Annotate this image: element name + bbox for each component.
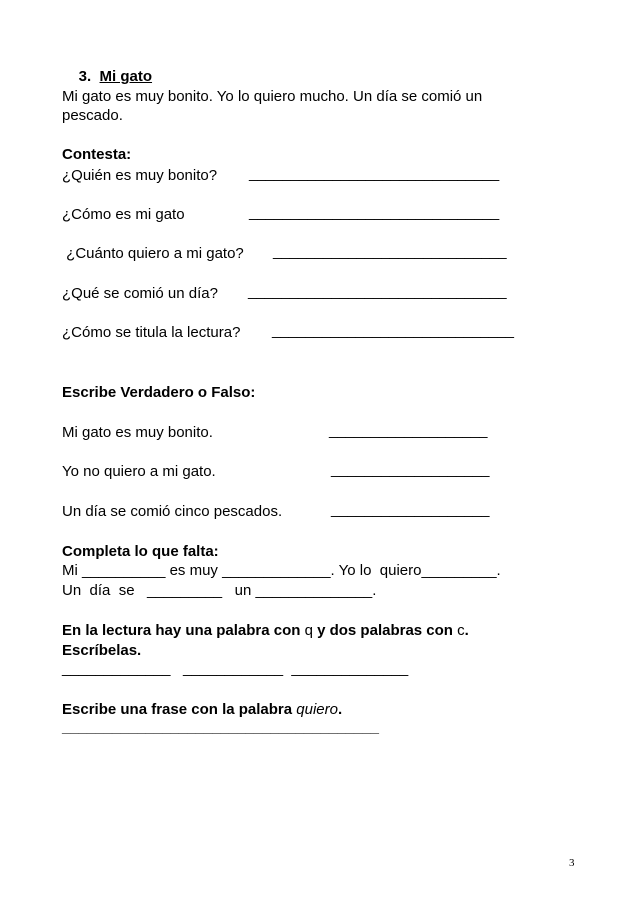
- answer-blank-1: ______________________________: [249, 165, 500, 182]
- story-line-1: Mi gato es muy bonito. Yo lo quiero mucho. Un día se comió un: [62, 88, 483, 105]
- completa-heading: Completa lo que falta:: [62, 543, 219, 560]
- vf-statement-1: Mi gato es muy bonito.: [62, 424, 213, 441]
- vf-statement-2: Yo no quiero a mi gato.: [62, 463, 216, 480]
- question-3: ¿Cuánto quiero a mi gato?: [62, 245, 244, 262]
- story-line-2: pescado.: [62, 107, 123, 124]
- question-5: ¿Cómo se titula la lectura?: [62, 324, 241, 341]
- verdadero-falso-heading: Escribe Verdadero o Falso:: [62, 384, 256, 401]
- contesta-heading: Contesta:: [62, 146, 132, 163]
- frase-heading-part-2: .: [337, 701, 343, 718]
- palabras-heading-part-1: En la lectura hay una palabra con: [62, 622, 305, 639]
- palabras-heading-line-2: Escríbelas.: [62, 642, 142, 659]
- section-number: 3.: [78, 68, 92, 85]
- palabras-heading-part-2: y dos palabras con: [312, 622, 458, 639]
- completa-line-1: Mi __________ es muy _____________. Yo lo quiero_________.: [62, 562, 501, 579]
- answer-blank-5: _____________________________: [272, 322, 514, 339]
- frase-word: quiero: [296, 701, 338, 718]
- answer-blank-2: ______________________________: [249, 204, 500, 221]
- answer-blank-4: _______________________________: [248, 283, 507, 300]
- palabras-blanks: _____________ ____________ ______________: [62, 660, 409, 677]
- frase-blank: ______________________________________: [62, 719, 380, 736]
- vf-blank-2: ___________________: [331, 461, 490, 478]
- vf-blank-1: ___________________: [329, 422, 488, 439]
- answer-blank-3: ____________________________: [273, 243, 507, 260]
- vf-statement-3: Un día se comió cinco pescados.: [62, 503, 283, 520]
- vf-blank-3: ___________________: [331, 501, 490, 518]
- palabras-heading-part-3: .: [464, 622, 469, 639]
- frase-heading-part-1: Escribe una frase con la palabra: [62, 701, 297, 718]
- letter-c: c: [457, 622, 465, 639]
- question-2: ¿Cómo es mi gato: [62, 206, 185, 223]
- story-title: Mi gato: [99, 68, 153, 85]
- page-number: 3: [569, 857, 575, 869]
- letter-q: q: [304, 622, 313, 639]
- completa-line-2: Un día se _________ un ______________.: [62, 582, 377, 599]
- question-4: ¿Qué se comió un día?: [62, 285, 218, 302]
- frase-heading: [62, 701, 342, 719]
- question-1: ¿Quién es muy bonito?: [62, 167, 218, 184]
- palabras-heading: [62, 622, 469, 640]
